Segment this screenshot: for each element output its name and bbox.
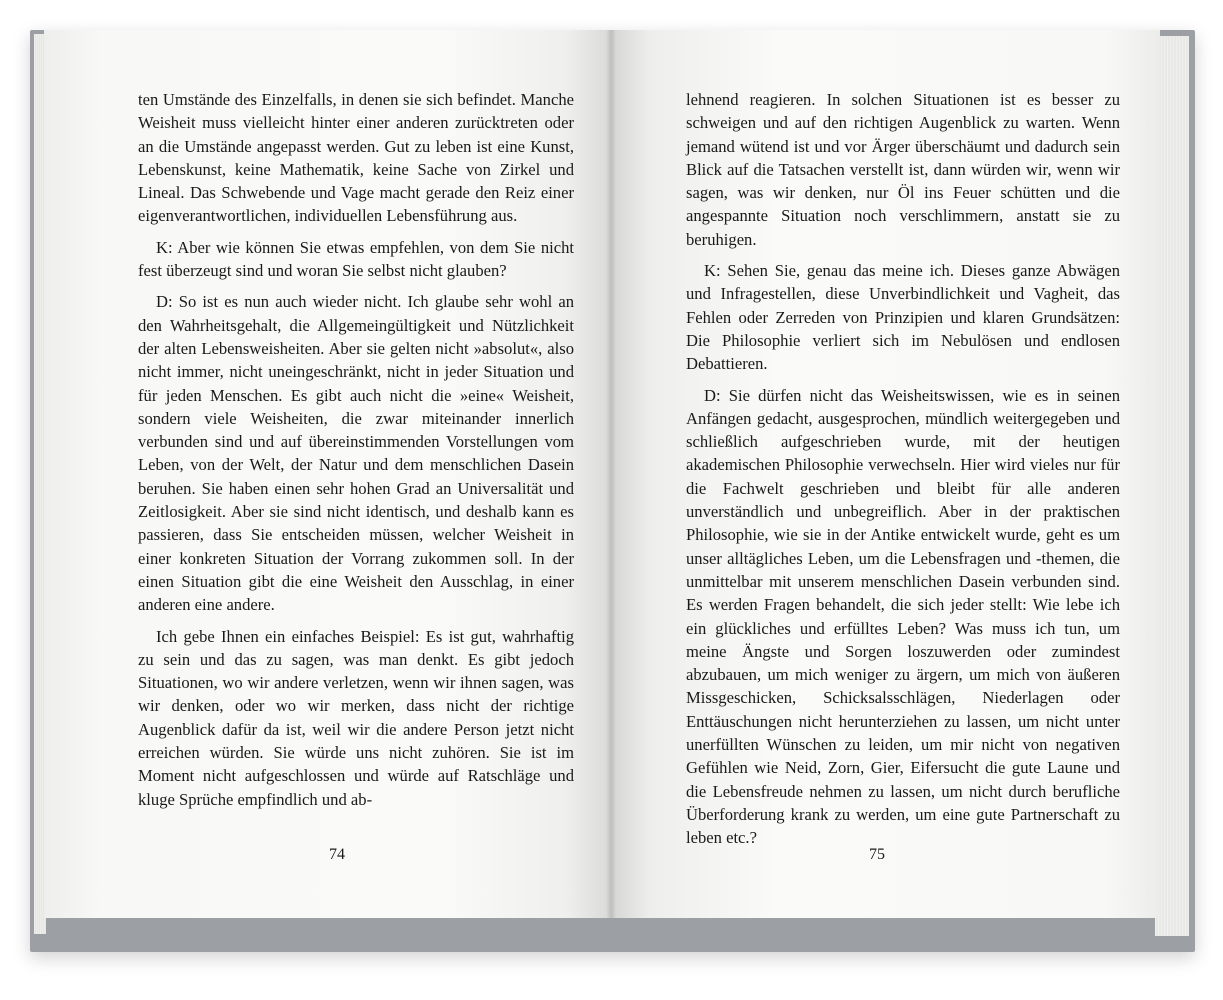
right-page (612, 30, 1160, 918)
book-gutter (606, 30, 616, 918)
paragraph: D: So ist es nun auch wieder nicht. Ich glaube sehr wohl an den Wahrheitsgehalt, die Allgemeingültigkeit und Nützlichkeit der alten Lebensweisheiten. Aber sie gelten nicht »absolut«, also nicht immer, nicht uneingeschränkt, nicht in jeder Situation und für jeden Menschen. Es gibt auch nicht die »eine« Weisheit, sondern viele Weisheiten, die zwar miteinander innerlich verbunden sind und auf übereinstimmenden Vorstellungen vom Leben, von der Welt, der Natur und dem menschlichen Dasein beruhen. Sie haben einen sehr hohen Grad an Universalität und Zeitlosigkeit. Aber sie sind nicht identisch, und deshalb kann es passieren, dass Sie entscheiden müssen, welcher Weisheit in einer konkreten Situation der Vorrang zukommen soll. In der einen Situation gibt die eine Weisheit den Ausschlag, in einer anderen eine andere. (138, 292, 574, 615)
paragraph: lehnend reagieren. In solchen Situationen ist es besser zu schweigen und auf den richtigen Augenblick zu warten. Wenn jemand wütend ist und vor Ärger überschäumt und dadurch sein Blick auf die Tatsachen verstellt ist, dann würden wir, wenn wir sagen, was wir denken, nur Öl ins Feuer schütten und die angespannte Situation noch verschlimmern, anstatt sie zu beruhigen. (686, 90, 1120, 249)
paragraph: K: Aber wie können Sie etwas empfehlen, von dem Sie nicht fest überzeugt sind und woran Sie selbst nicht glauben? (138, 237, 574, 281)
paragraph: D: Sie dürfen nicht das Weisheitswissen, wie es in seinen Anfängen gedacht, ausgesprochen, mündlich weitergegeben und schließlich aufgeschrieben wurde, mit der heutigen akademischen Philosophie verwechseln. Hier wird vieles nur für die Fachwelt geschrieben und bleibt für alle anderen unverständlich und unbegreiflich. Aber in der praktischen Philosophie, wie sie in der Antike entwickelt wurde, geht es um unser alltägliches Leben, um die Lebensfragen und -themen, die unmittelbar mit unserem menschlichen Dasein verbunden sind. Es werden Fragen behandelt, die sich jeder stellt: Wie lebe ich ein glückliches und erfülltes Leben? Was muss ich tun, um meine Ängste und Sorgen loszuwerden oder zumindest abzubauen, um mich weniger zu ärgern, um mich von äußeren Missgeschicken, Schicksalsschlägen, Niederlagen oder Enttäuschungen nicht herunterziehen zu lassen, um nicht unter unerfüllten Wünschen zu leiden, um mir nicht von negativen Gefühlen wie Neid, Zorn, Gier, Eifersucht die gute Laune und die Lebensfreude nehmen zu lassen, um nicht durch berufliche Überforderung krank zu werden, um eine gute Partnerschaft zu leben etc.? (686, 385, 1120, 848)
page-number: 74 (329, 846, 345, 863)
left-page (44, 30, 612, 918)
left-page-text (138, 88, 574, 811)
paragraph: K: Sehen Sie, genau das meine ich. Dieses ganze Abwägen und Infragestellen, diese Unverbindlichkeit und Vagheit, das Fehlen oder Zerreden von Prinzipien und klaren Grundsätzen: Die Philosophie verliert sich im Nebulösen und endlosen Debattieren. (686, 261, 1120, 374)
page-number: 75 (869, 846, 885, 863)
paragraph: Ich gebe Ihnen ein einfaches Beispiel: Es ist gut, wahrhaftig zu sein und das zu sagen, was man denkt. Es gibt jedoch Situationen, wo wir andere verletzen, wenn wir ihnen sagen, was wir denken, oder wo wir merken, dass nicht der richtige Augenblick dafür da ist, weil wir die andere Person jetzt nicht erreichen würden. Sie würde uns nicht zuhören. Sie ist im Moment nicht aufgeschlossen und würde auf Ratschläge und kluge Sprüche empfindlich und ab- (138, 626, 574, 809)
page-edges-right (1155, 36, 1189, 936)
right-page-text (686, 88, 1120, 850)
paragraph: ten Umstände des Einzelfalls, in denen sie sich befindet. Manche Weisheit muss vielleicht hinter einer anderen zurücktreten oder an die Umstände angepasst werden. Gut zu leben ist eine Kunst, Lebenskunst, keine Mathematik, keine Sache von Zirkel und Lineal. Das Schwebende und Vage macht gerade den Reiz einer eigenverantwortlichen, individuellen Lebensführung aus. (138, 90, 574, 226)
